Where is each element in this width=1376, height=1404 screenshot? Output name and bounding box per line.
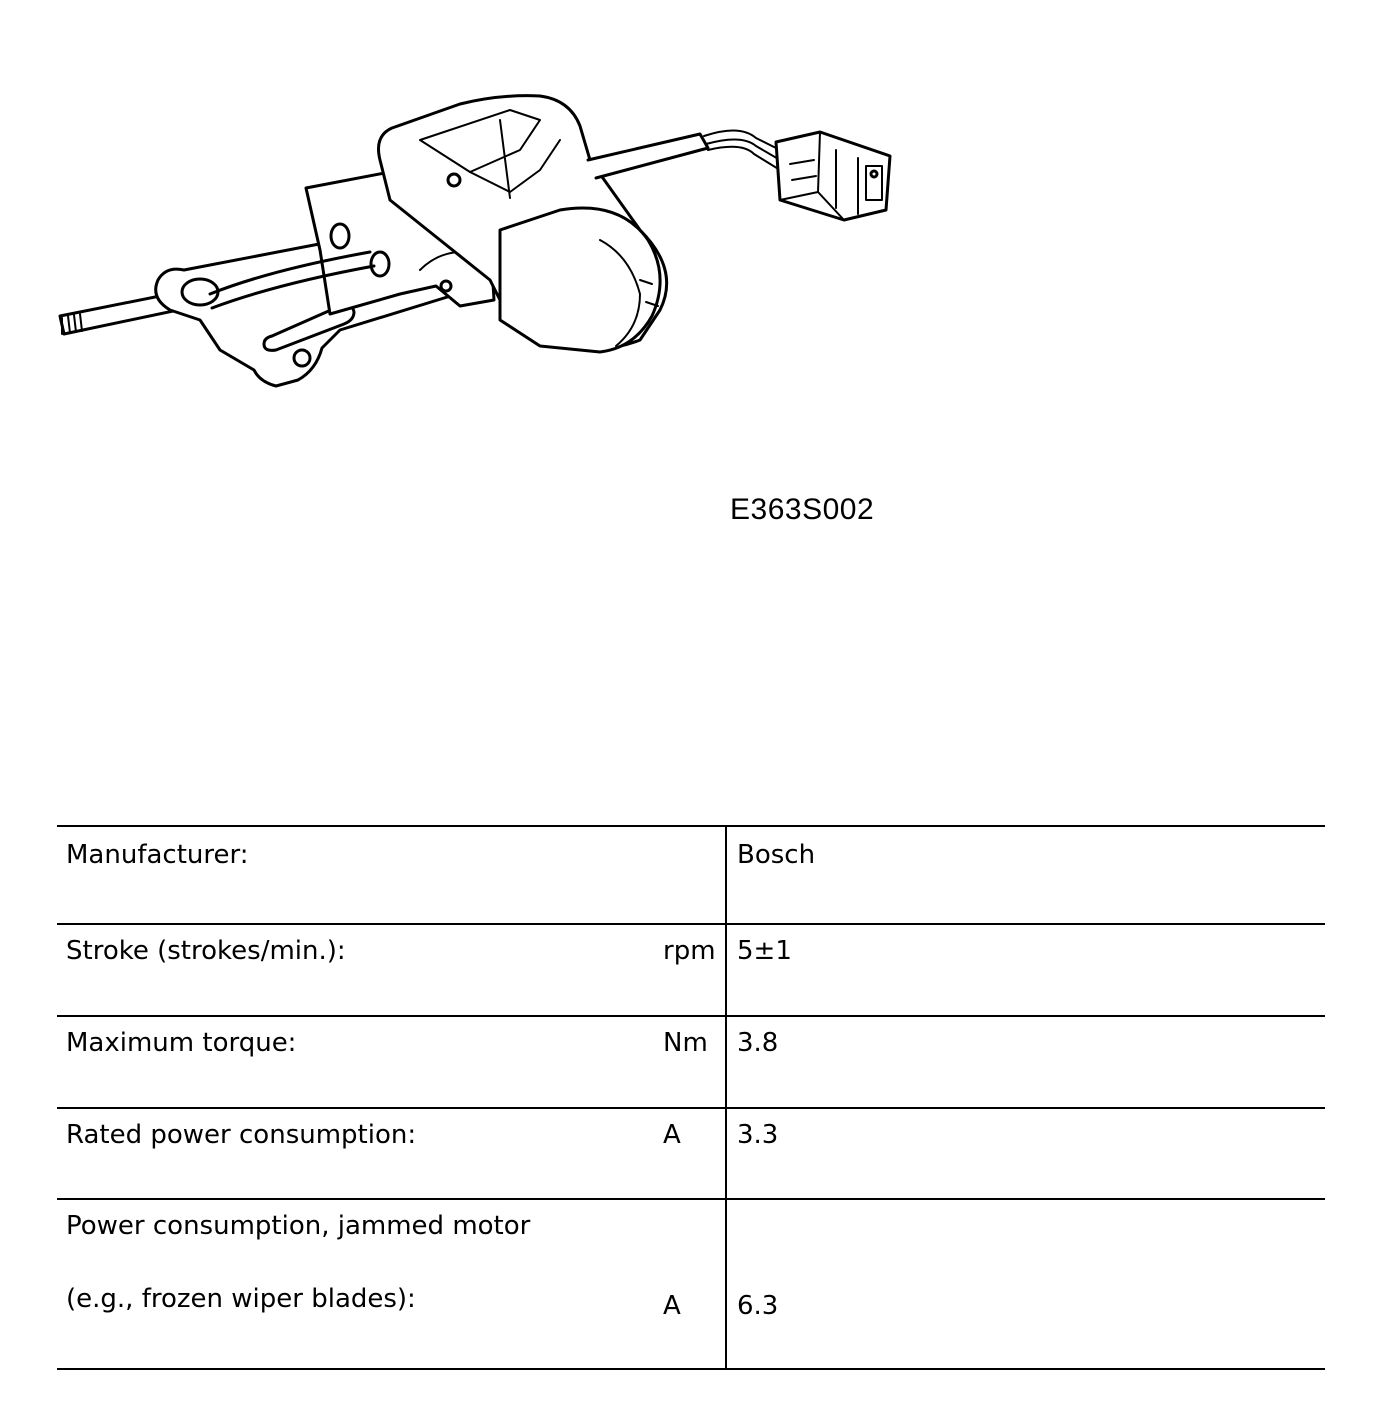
table-row xyxy=(57,826,1325,924)
spec-unit: A xyxy=(663,1291,681,1321)
table-row xyxy=(57,924,1325,1016)
table-row xyxy=(57,1108,1325,1199)
spec-value: 5±1 xyxy=(737,936,792,966)
spec-unit: rpm xyxy=(663,936,716,966)
spec-unit: Nm xyxy=(663,1028,708,1058)
spec-value: Bosch xyxy=(737,840,816,870)
table-row xyxy=(57,1199,1325,1369)
spec-name: Manufacturer: xyxy=(66,840,249,870)
spec-value: 3.3 xyxy=(737,1120,779,1150)
figure-label: E363S002 xyxy=(730,493,875,526)
table-row xyxy=(57,1016,1325,1108)
spec-unit: A xyxy=(663,1120,681,1150)
wiper-motor-illustration xyxy=(40,80,920,410)
spec-name: Power consumption, jammed motor xyxy=(66,1211,531,1241)
spec-name: Maximum torque: xyxy=(66,1028,297,1058)
spec-value: 3.8 xyxy=(737,1028,779,1058)
spec-name: Rated power consumption: xyxy=(66,1120,417,1150)
spec-table xyxy=(57,825,1325,1370)
spec-value: 6.3 xyxy=(737,1291,779,1321)
spec-name: Stroke (strokes/min.): xyxy=(66,936,346,966)
spec-name-continued: (e.g., frozen wiper blades): xyxy=(66,1284,416,1314)
